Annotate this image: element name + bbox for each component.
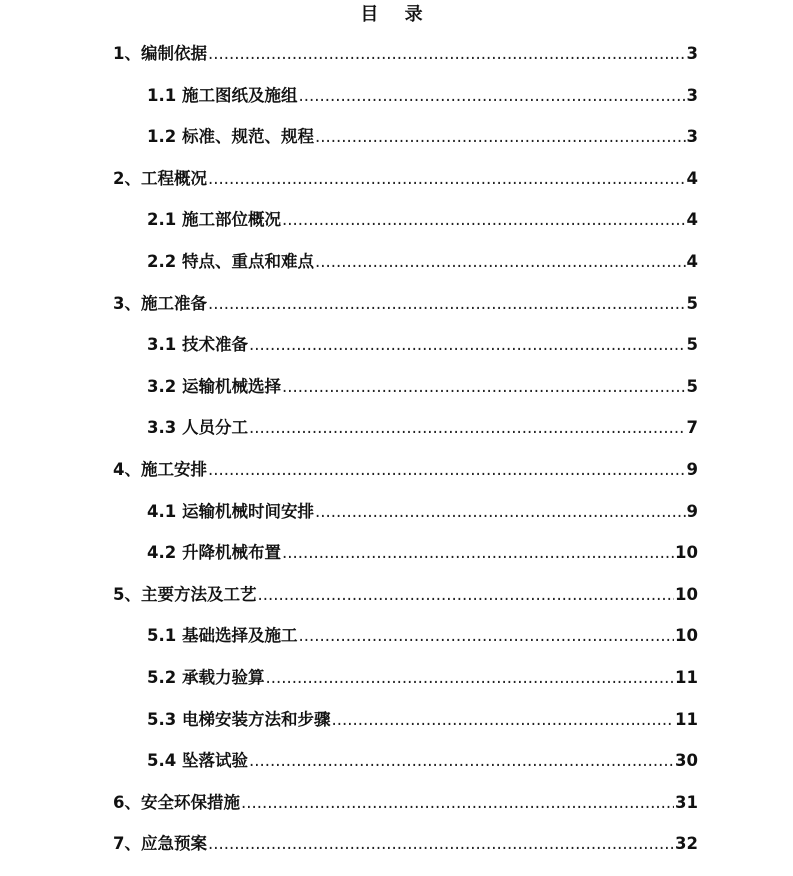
dot-leader <box>315 116 686 158</box>
toc-entry-page-number: 10 <box>675 626 698 646</box>
toc-entry-label: 2.2 特点、重点和难点 <box>147 251 314 271</box>
toc-entry[interactable] <box>0 158 698 200</box>
toc-entry-label: 5.4 坠落试验 <box>147 751 248 771</box>
toc-entry-label: 3、施工准备 <box>113 293 207 313</box>
dot-leader <box>298 615 674 657</box>
toc-entry-page-number: 9 <box>686 459 698 479</box>
dot-leader <box>257 574 674 616</box>
dot-leader <box>241 782 674 824</box>
toc-entry-page-number: 5 <box>686 293 698 313</box>
toc-entry-label: 5.3 电梯安装方法和步骤 <box>147 709 331 729</box>
toc-entry-label: 5.1 基础选择及施工 <box>147 626 298 646</box>
toc-entry[interactable] <box>0 657 698 699</box>
toc-entry-page-number: 3 <box>686 85 698 105</box>
toc-entry[interactable] <box>0 491 698 533</box>
toc-entry-page-number: 31 <box>675 792 698 812</box>
toc-entry-page-number: 3 <box>686 44 698 63</box>
toc-entry[interactable] <box>0 33 698 75</box>
dot-leader <box>331 699 674 741</box>
toc-entry-label: 2、工程概况 <box>113 168 207 188</box>
toc-entry-page-number: 11 <box>675 667 698 687</box>
toc-entry[interactable] <box>0 407 698 449</box>
toc-entry[interactable] <box>0 823 698 865</box>
toc-entry[interactable] <box>0 241 698 283</box>
toc-entry-page-number: 30 <box>675 751 698 771</box>
toc-entry[interactable] <box>0 324 698 366</box>
dot-leader <box>282 366 686 408</box>
toc-entry-label: 3.3 人员分工 <box>147 418 248 438</box>
toc-entry[interactable] <box>0 75 698 117</box>
toc-entry-label: 3.2 运输机械选择 <box>147 376 281 396</box>
toc-entry[interactable] <box>0 615 698 657</box>
dot-leader <box>282 532 674 574</box>
dot-leader <box>208 33 686 75</box>
dot-leader <box>208 158 686 200</box>
toc-entry-page-number: 10 <box>675 584 698 604</box>
dot-leader <box>249 407 686 449</box>
toc-entry-label: 6、安全环保措施 <box>113 792 240 812</box>
dot-leader <box>208 283 686 325</box>
toc-entry-label: 4.1 运输机械时间安排 <box>147 501 314 521</box>
toc-entry-page-number: 5 <box>686 376 698 396</box>
dot-leader <box>265 657 674 699</box>
toc-entry[interactable] <box>0 449 698 491</box>
dot-leader <box>315 241 686 283</box>
toc-entry-page-number: 11 <box>675 709 698 729</box>
toc-entry-label: 2.1 施工部位概况 <box>147 210 281 230</box>
toc-entry[interactable] <box>0 740 698 782</box>
toc-entry-label: 7、应急预案 <box>113 834 207 854</box>
toc-entry[interactable] <box>0 283 698 325</box>
dot-leader <box>208 449 686 491</box>
toc-entry-label: 1.1 施工图纸及施组 <box>147 85 298 105</box>
toc-entry-label: 3.1 技术准备 <box>147 335 248 355</box>
toc-entry-label: 5.2 承载力验算 <box>147 667 265 687</box>
toc-entry[interactable] <box>0 699 698 741</box>
toc-entry-page-number: 4 <box>686 210 698 230</box>
dot-leader <box>315 491 686 533</box>
toc-entry-page-number: 4 <box>686 168 698 188</box>
toc-entry-label: 1.2 标准、规范、规程 <box>147 127 314 147</box>
dot-leader <box>208 823 674 865</box>
toc-entry-label: 4、施工安排 <box>113 459 207 479</box>
toc-entry-label: 4.2 升降机械布置 <box>147 543 281 563</box>
dot-leader <box>298 75 685 117</box>
toc-entry-page-number: 7 <box>686 418 698 438</box>
toc-entry-page-number: 10 <box>675 543 698 563</box>
toc-entry-label: 5、主要方法及工艺 <box>113 584 257 604</box>
toc-entry[interactable] <box>0 199 698 241</box>
dot-leader <box>282 199 686 241</box>
dot-leader <box>249 324 686 366</box>
toc-entry-page-number: 3 <box>686 127 698 147</box>
toc-entry-page-number: 4 <box>686 251 698 271</box>
toc-entry[interactable] <box>0 532 698 574</box>
toc-entry-page-number: 32 <box>675 834 698 854</box>
toc-entry[interactable] <box>0 782 698 824</box>
toc-entry-label: 1、编制依据 <box>113 44 207 63</box>
table-of-contents <box>0 33 793 865</box>
dot-leader <box>249 740 674 782</box>
toc-entry[interactable] <box>0 116 698 158</box>
toc-entry-page-number: 9 <box>686 501 698 521</box>
toc-entry-page-number: 5 <box>686 335 698 355</box>
toc-entry[interactable] <box>0 574 698 616</box>
toc-title: 目 录 <box>360 4 433 25</box>
toc-entry[interactable] <box>0 366 698 408</box>
